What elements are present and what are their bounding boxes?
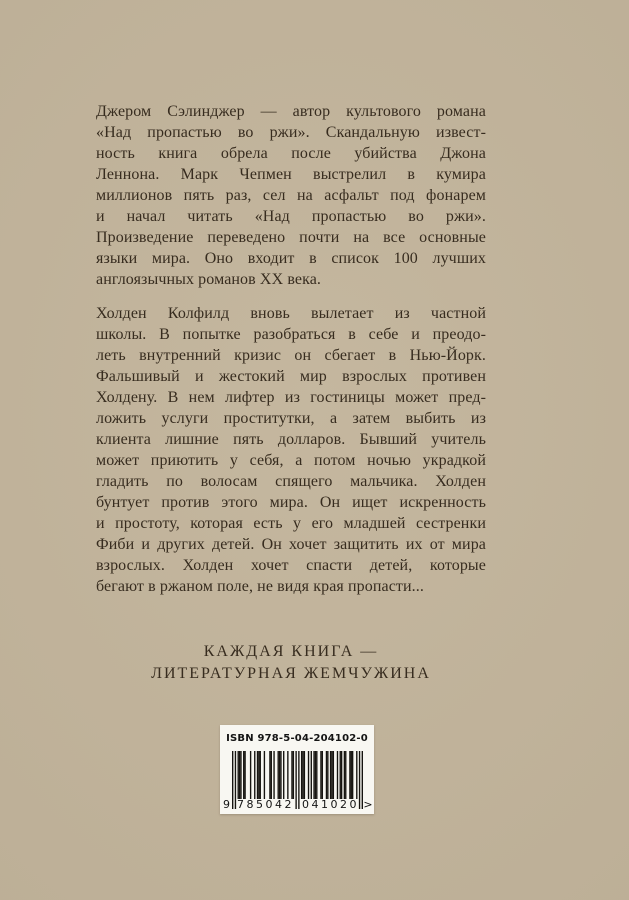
series-tagline [96,641,486,685]
text-line: бегают в ржаном поле, не видя края пропасти... [96,578,424,595]
text-line: Фальшивый и жестокий мир взрослых противен [96,368,486,385]
text-line: Холдену. В нем лифтер из гостиницы может пред- [96,389,486,406]
text-line: англоязычных романов XX века. [96,271,322,288]
barcode-digits [220,798,374,812]
text-line: может приютить у себя, а потом ночью украдкой [96,452,486,469]
barcode-suffix: > [363,798,373,811]
text-line: Холден Колфилд вновь вылетает из частной [96,305,486,322]
text-line: Произведение переведено почти на все основные [96,229,486,246]
barcode-digits-group1: 785042 [237,798,294,811]
paragraph-about-author [96,101,486,290]
text-line: Фиби и других детей. Он хочет защитить их от мира [96,536,486,553]
text-line: Джером Сэлинджер — автор культового романа [96,103,486,120]
tagline-line2: ЛИТЕРАТУРНАЯ ЖЕМЧУЖИНА [151,665,431,682]
text-line: языки мира. Оно входит в список 100 лучших [96,250,486,267]
text-line: и простоту, которая есть у его младшей сестренки [96,515,486,532]
text-line: Леннона. Марк Чепмен выстрелил в кумира [96,166,486,183]
text-line: клиента лишние пять долларов. Бывший учитель [96,431,486,448]
text-line: леть внутренний кризис он сбегает в Нью-Йорк. [96,347,486,364]
text-line: взрослых. Холден хочет спасти детей, которые [96,557,486,574]
paragraph-about-plot [96,303,486,597]
text-line: ложить услуги проститутки, а затем выбить из [96,410,486,427]
text-line: миллионов пять раз, сел на асфальт под фонарем [96,187,486,204]
annotation-text [96,101,486,597]
barcode-lead-digit: 9 [223,798,230,811]
barcode-label [220,725,374,814]
tagline-line1: КАЖДАЯ КНИГА — [203,643,379,660]
isbn-text: ISBN 978-5-04-204102-0 [226,733,368,744]
text-line: и начал читать «Над пропастью во ржи». [96,208,486,225]
text-line: ность книга обрела после убийства Джона [96,145,486,162]
barcode-digits-group2: 041020 [302,798,359,811]
text-line: «Над пропастью во ржи». Скандальную извест- [96,124,486,141]
text-line: школы. В попытке разобраться в себе и преодо- [96,326,486,343]
text-line: бунтует против этого мира. Он ищет искренность [96,494,486,511]
text-line: гладить по волосам спящего мальчика. Холден [96,473,486,490]
